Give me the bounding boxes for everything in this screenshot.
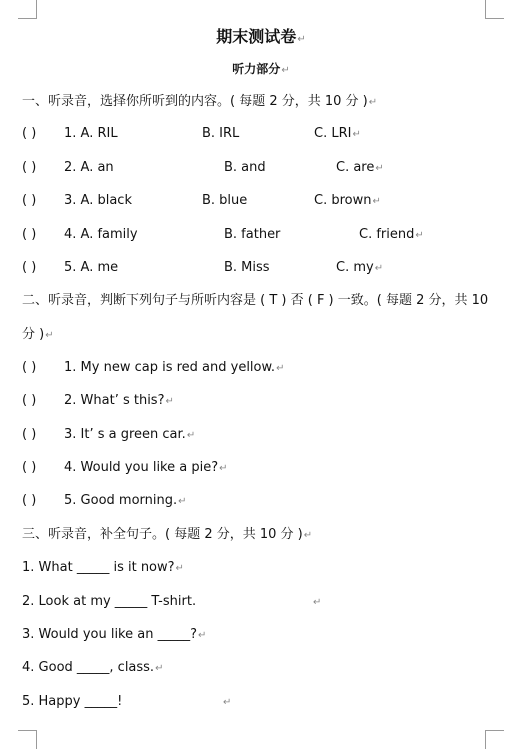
section1-question-1 — [22, 125, 361, 143]
option-c: C. friend — [359, 227, 415, 242]
paragraph-mark: ↵ — [276, 363, 285, 374]
paragraph-mark: ↵ — [223, 697, 232, 708]
option-c-wrap — [336, 259, 383, 278]
section3-question-4 — [22, 659, 163, 678]
option-a: 5. A. me — [64, 260, 119, 275]
option-c-wrap — [336, 159, 384, 178]
option-c: C. LRI — [314, 126, 352, 141]
paragraph-mark-wrap — [312, 593, 321, 612]
paragraph-mark: ↵ — [155, 663, 164, 674]
paragraph-mark: ↵ — [198, 630, 207, 641]
answer-blank[interactable]: ( ) — [22, 360, 37, 375]
section3-heading-text: 三、听录音，补全句子。( 每题 2 分，共 10 分 ) — [22, 527, 303, 542]
option-a: 2. A. an — [64, 160, 114, 175]
option-c-wrap — [314, 192, 381, 211]
section2-question-5 — [22, 492, 187, 511]
statement-text: 2. What’ s this? — [64, 393, 165, 408]
statement-text: 3. It’ s a green car. — [64, 427, 186, 442]
paragraph-mark: ↵ — [375, 163, 384, 174]
section2-question-3 — [22, 426, 195, 445]
answer-blank[interactable]: ( ) — [22, 460, 37, 475]
section2-heading-line1 — [22, 292, 488, 310]
statement-text: 5. Good morning. — [64, 493, 178, 508]
paragraph-mark: ↵ — [374, 263, 384, 274]
section2-question-1 — [22, 359, 284, 378]
answer-blank[interactable]: ( ) — [22, 160, 37, 175]
page-title — [0, 24, 522, 47]
corner-mark-top-right — [485, 0, 504, 19]
section1-question-3 — [22, 192, 381, 210]
section3-question-1 — [22, 559, 184, 578]
section3-heading — [22, 526, 312, 545]
paragraph-mark: ↵ — [368, 97, 378, 108]
paragraph-mark: ↵ — [281, 65, 290, 76]
corner-mark-top-left — [18, 0, 37, 19]
answer-blank[interactable]: ( ) — [22, 126, 37, 141]
paragraph-mark: ↵ — [297, 34, 306, 45]
answer-blank[interactable]: ( ) — [22, 227, 37, 242]
section2-heading-text-cont: 分 ) — [22, 327, 45, 342]
paragraph-mark: ↵ — [313, 597, 322, 608]
section3-question-5 — [22, 693, 232, 711]
fill-in-sentence[interactable]: 3. Would you like an _____? — [22, 627, 197, 642]
fill-in-sentence[interactable]: 4. Good _____, class. — [22, 660, 155, 675]
option-c: C. brown — [314, 193, 372, 208]
section1-question-2 — [22, 159, 384, 177]
statement-text: 1. My new cap is red and yellow. — [64, 360, 276, 375]
section1-question-5 — [22, 259, 384, 277]
option-c: C. are — [336, 160, 375, 175]
section2-question-2 — [22, 392, 174, 411]
answer-blank[interactable]: ( ) — [22, 260, 37, 275]
paragraph-mark: ↵ — [303, 530, 313, 541]
option-b: B. father — [224, 227, 281, 242]
option-a: 3. A. black — [64, 193, 132, 208]
option-a: 1. A. RIL — [64, 126, 118, 141]
answer-blank[interactable]: ( ) — [22, 393, 37, 408]
option-b: B. IRL — [202, 126, 240, 141]
paragraph-mark: ↵ — [352, 129, 361, 140]
section1-question-4 — [22, 226, 424, 244]
section2-heading-line2 — [22, 326, 54, 345]
corner-mark-bottom-right — [485, 730, 504, 749]
paragraph-mark: ↵ — [415, 230, 424, 241]
title-text: 期末测试卷 — [216, 27, 297, 46]
option-c-wrap — [314, 125, 361, 144]
paragraph-mark: ↵ — [45, 330, 54, 341]
fill-in-sentence[interactable]: 1. What _____ is it now? — [22, 560, 175, 575]
section2-question-4 — [22, 459, 228, 478]
page-subtitle — [0, 60, 522, 77]
paragraph-mark-wrap — [222, 693, 231, 712]
paragraph-mark: ↵ — [165, 396, 174, 407]
paragraph-mark: ↵ — [175, 563, 184, 574]
section3-question-3 — [22, 626, 206, 645]
option-c: C. my — [336, 260, 374, 275]
section1-heading-text: 一、听录音，选择你所听到的内容。( 每题 2 分，共 10 分 ) — [22, 94, 368, 109]
option-b: B. blue — [202, 193, 248, 208]
section2-heading-text: 二、听录音，判断下列句子与所听内容是 ( T ) 否 ( F ) 一致。( 每题 2 分，共 10 — [22, 293, 489, 308]
option-c-wrap — [359, 226, 424, 245]
answer-blank[interactable]: ( ) — [22, 493, 37, 508]
answer-blank[interactable]: ( ) — [22, 427, 37, 442]
answer-blank[interactable]: ( ) — [22, 193, 37, 208]
fill-in-sentence[interactable]: 5. Happy _____! — [22, 694, 123, 709]
paragraph-mark: ↵ — [219, 463, 228, 474]
paragraph-mark: ↵ — [372, 196, 381, 207]
option-b: B. and — [224, 160, 266, 175]
subtitle-text: 听力部分 — [232, 62, 281, 76]
paragraph-mark: ↵ — [186, 430, 196, 441]
fill-in-sentence[interactable]: 2. Look at my _____ T-shirt. — [22, 594, 197, 609]
paragraph-mark: ↵ — [178, 496, 187, 507]
corner-mark-bottom-left — [18, 730, 37, 749]
section3-question-2 — [22, 593, 322, 611]
option-a: 4. A. family — [64, 227, 138, 242]
option-b: B. Miss — [224, 260, 270, 275]
section1-heading — [22, 93, 377, 112]
statement-text: 4. Would you like a pie? — [64, 460, 219, 475]
